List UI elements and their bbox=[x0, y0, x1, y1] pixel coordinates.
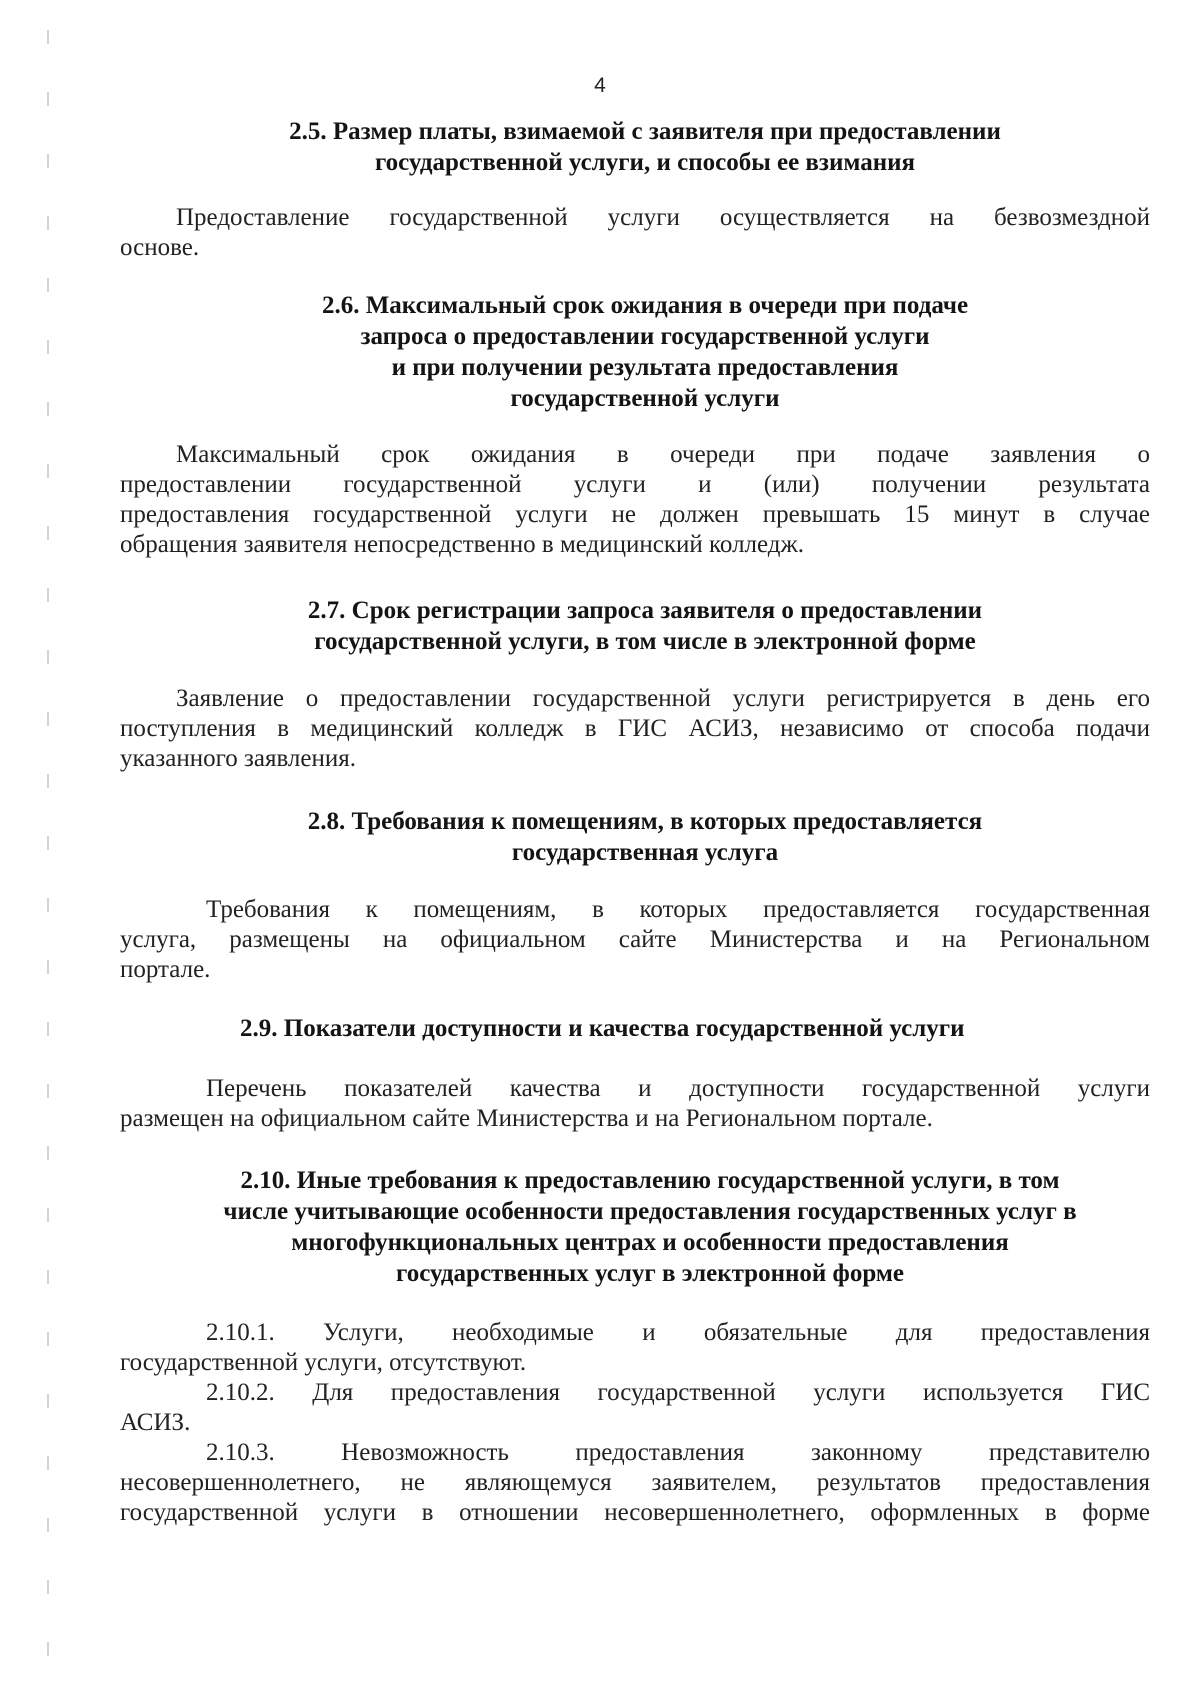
heading-line: государственных услуг в электронной форме bbox=[395, 1260, 904, 1287]
heading-line: 2.10. Иные требования к предоставлению государственной услуги, в том bbox=[240, 1167, 1060, 1194]
section-2-7 bbox=[120, 595, 1150, 657]
heading-line: запроса о предоставлении государственной услуги bbox=[360, 323, 930, 350]
paragraph bbox=[120, 203, 1150, 263]
paragraph bbox=[120, 1378, 1150, 1438]
text-line: основе. bbox=[120, 234, 200, 261]
section-2-7-heading bbox=[120, 595, 1150, 657]
text-line: Требования к помещениям, в которых предоставляется государственная bbox=[206, 896, 1150, 923]
text-line: обращения заявителя непосредственно в медицинский колледж. bbox=[120, 531, 805, 558]
heading-line: 2.9. Показатели доступности и качества государственной услуги bbox=[240, 1015, 965, 1042]
heading-line: 2.7. Срок регистрации запроса заявителя о предоставлении bbox=[307, 597, 983, 624]
paragraph bbox=[120, 684, 1150, 774]
section-2-8-body bbox=[120, 895, 1150, 985]
section-2-10-1 bbox=[120, 1318, 1150, 1378]
section-2-10-heading bbox=[120, 1165, 1180, 1289]
text-line: поступления в медицинский колледж в ГИС АСИЗ, независимо от способа подачи bbox=[120, 715, 1150, 742]
page-number: 4 bbox=[594, 74, 606, 97]
section-2-6 bbox=[120, 290, 1150, 414]
paragraph bbox=[120, 1318, 1150, 1378]
text-line: государственной услуги в отношении несовершеннолетнего, оформленных в форме bbox=[120, 1499, 1150, 1526]
paragraph bbox=[120, 895, 1150, 985]
text-line: услуга, размещены на официальном сайте Министерства и на Региональном bbox=[120, 926, 1150, 953]
text-line: портале. bbox=[120, 956, 211, 983]
paragraph bbox=[120, 1438, 1150, 1528]
heading-line: 2.5. Размер платы, взимаемой с заявителя при предоставлении bbox=[289, 118, 1001, 145]
section-2-5-body bbox=[120, 203, 1150, 263]
text-line: Заявление о предоставлении государственной услуги регистрируется в день его bbox=[176, 685, 1150, 712]
text-line: АСИЗ. bbox=[120, 1409, 191, 1436]
heading-line: и при получении результата предоставления bbox=[391, 354, 899, 381]
text-line: несовершеннолетнего, не являющемуся заявителем, результатов предоставления bbox=[120, 1469, 1150, 1496]
text-line: предоставления государственной услуги не должен превышать 15 минут в случае bbox=[120, 501, 1150, 528]
section-2-9 bbox=[120, 1013, 1150, 1044]
section-2-7-body bbox=[120, 684, 1150, 774]
text-line: предоставлении государственной услуги и (или) получении результата bbox=[120, 471, 1150, 498]
scan-edge-marks bbox=[47, 30, 49, 1670]
paragraph bbox=[120, 1074, 1150, 1134]
text-line: Максимальный срок ожидания в очереди при подаче заявления о bbox=[176, 441, 1150, 468]
section-2-10-2 bbox=[120, 1378, 1150, 1438]
section-2-5 bbox=[120, 116, 1150, 178]
section-2-8-heading bbox=[120, 806, 1150, 868]
heading-line: 2.8. Требования к помещениям, в которых предоставляется bbox=[307, 808, 983, 835]
section-2-6-body bbox=[120, 440, 1150, 560]
heading-line: государственной услуги, и способы ее взимания bbox=[374, 149, 916, 176]
paragraph bbox=[120, 440, 1150, 560]
section-2-10-3 bbox=[120, 1438, 1150, 1528]
text-line: Предоставление государственной услуги осуществляется на безвозмездной bbox=[176, 204, 1150, 231]
heading-line: многофункциональных центрах и особенности предоставления bbox=[291, 1229, 1009, 1256]
section-2-10 bbox=[120, 1165, 1180, 1289]
text-line: указанного заявления. bbox=[120, 745, 356, 772]
heading-line: числе учитывающие особенности предоставления государственных услуг в bbox=[223, 1198, 1077, 1225]
text-line: государственной услуги, отсутствуют. bbox=[120, 1349, 527, 1376]
section-2-8 bbox=[120, 806, 1150, 868]
text-line: 2.10.3. Невозможность предоставления законному представителю bbox=[206, 1439, 1150, 1466]
heading-line: государственная услуга bbox=[511, 839, 779, 866]
text-line: размещен на официальном сайте Министерства и на Региональном портале. bbox=[120, 1105, 933, 1132]
text-line: 2.10.1. Услуги, необходимые и обязательные для предоставления bbox=[206, 1319, 1150, 1346]
heading-line: 2.6. Максимальный срок ожидания в очереди при подаче bbox=[321, 292, 969, 319]
heading-line: государственной услуги, в том числе в электронной форме bbox=[314, 628, 976, 655]
text-line: 2.10.2. Для предоставления государственной услуги используется ГИС bbox=[206, 1379, 1150, 1406]
section-2-5-heading bbox=[120, 116, 1150, 178]
section-2-9-body bbox=[120, 1074, 1150, 1134]
section-2-9-heading bbox=[120, 1013, 1150, 1044]
text-line: Перечень показателей качества и доступности государственной услуги bbox=[206, 1075, 1150, 1102]
section-2-6-heading bbox=[120, 290, 1150, 414]
heading-line: государственной услуги bbox=[510, 385, 780, 412]
